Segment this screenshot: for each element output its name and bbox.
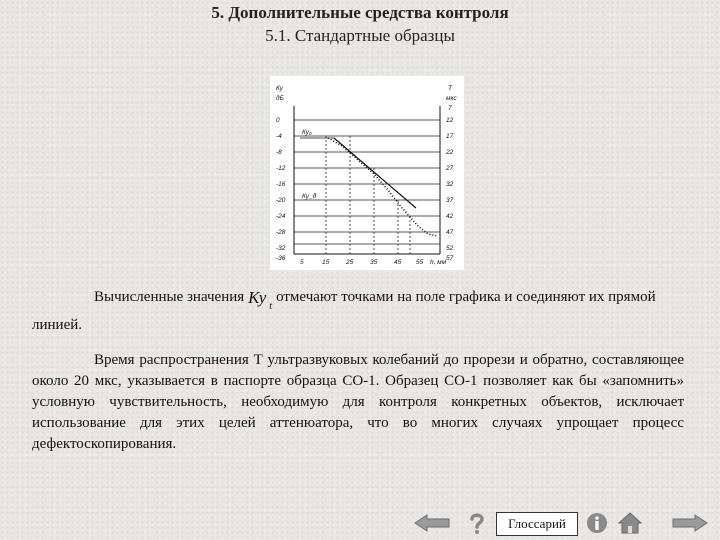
- paragraph1-before: Вычисленные значения: [94, 289, 245, 305]
- arrow-left-icon: [413, 513, 451, 533]
- left-tick: -32: [276, 245, 286, 252]
- left-tick: -24: [276, 213, 286, 220]
- left-tick: -8: [276, 149, 282, 156]
- left-tick: -4: [276, 133, 282, 140]
- dotted-curve: [328, 138, 438, 236]
- graph-svg: [270, 76, 464, 270]
- paragraph1-after: отмечают точками на поле графика и соединяют их прямой линией.: [32, 289, 656, 333]
- ku-formula: [248, 288, 272, 316]
- home-icon: [617, 511, 643, 535]
- left-tick: -36: [276, 255, 286, 262]
- left-tick: -28: [276, 229, 286, 236]
- right-tick: 57: [446, 255, 454, 262]
- x-tick: 5: [300, 259, 304, 266]
- home-button[interactable]: [616, 510, 644, 536]
- info-icon: [586, 512, 608, 534]
- x-axis-ticks: [300, 259, 447, 266]
- right-tick: 32: [446, 181, 454, 188]
- formula-sub: t: [269, 301, 273, 312]
- formula-main: Ку: [248, 288, 267, 307]
- page-subtitle: 5.1. Стандартные образцы: [265, 26, 455, 45]
- paragraph-computed-values: [32, 288, 692, 335]
- left-tick: -20: [276, 197, 286, 204]
- right-tick: 17: [446, 133, 454, 140]
- left-axis-label: Ку: [276, 85, 284, 92]
- right-tick: 42: [446, 213, 454, 220]
- x-tick: 15: [322, 259, 330, 266]
- x-tick: 25: [346, 259, 354, 266]
- right-axis-label: T: [448, 85, 452, 92]
- calibration-graph: [270, 76, 464, 270]
- x-tick: 45: [394, 259, 402, 266]
- left-tick: -12: [276, 165, 286, 172]
- right-axis-ticks: [445, 105, 454, 262]
- paragraph-propagation-time: [32, 350, 684, 455]
- right-tick: 7: [448, 105, 452, 112]
- info-button[interactable]: [584, 510, 610, 536]
- paragraph2-text: Время распространения Т ультразвуковых колебаний до прорези и обратно, составляющее около 20 мкс, указывается в паспорте образца СО-1. Образец СО-1 позволяет как бы «запомнить» условную чувствительность, необходимую для контроля конкретных объектов, исключает использование для этих целей аттенюатора, что во многих случаях упрощает процесс дефектоскопирования.: [32, 352, 684, 452]
- right-tick: 27: [446, 165, 454, 172]
- x-axis-label: h, мм: [430, 259, 447, 266]
- left-axis-ticks: [276, 117, 286, 262]
- glossary-button[interactable]: Глоссарий: [496, 512, 578, 536]
- right-tick: 12: [446, 117, 454, 124]
- arrow-right-icon: [671, 513, 709, 533]
- x-tick: 35: [370, 259, 378, 266]
- vertical-gridlines: [326, 136, 410, 254]
- right-tick: 22: [446, 149, 454, 156]
- right-tick: 37: [446, 197, 454, 204]
- label-kud: Ку_д: [302, 193, 317, 200]
- label-ku0: Ку₀: [302, 129, 312, 136]
- next-button[interactable]: [670, 510, 710, 536]
- help-button[interactable]: [464, 510, 490, 536]
- left-tick: 0: [276, 117, 280, 124]
- question-icon: [467, 511, 487, 535]
- right-tick: 52: [446, 245, 454, 252]
- right-tick: 47: [446, 229, 454, 236]
- left-axis-unit: дБ: [276, 95, 284, 102]
- prev-button[interactable]: [412, 510, 452, 536]
- fitted-line: [334, 138, 416, 208]
- page-title: 5. Дополнительные средства контроля: [211, 3, 509, 22]
- right-axis-unit: мкс: [446, 95, 457, 102]
- left-tick: -16: [276, 181, 286, 188]
- x-tick: 55: [416, 259, 424, 266]
